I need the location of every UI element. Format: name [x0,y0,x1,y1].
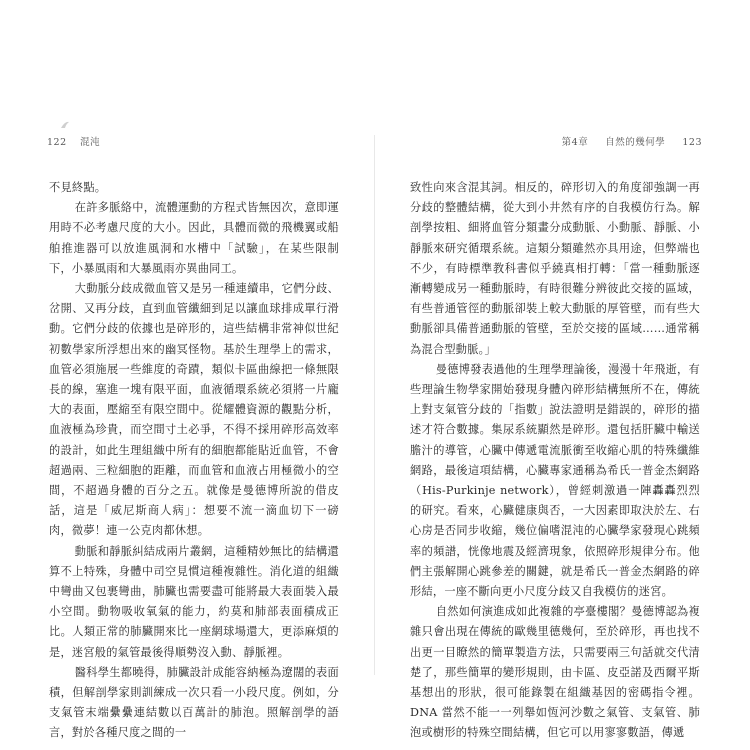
book-title: 混沌 [80,137,101,148]
paragraph: 不見終點。 [49,181,107,194]
left-page-number: 122 [47,137,67,148]
chapter-title: 自然的幾何學 [605,137,666,148]
chapter-label: 第4章 [561,137,589,148]
right-page-body [410,178,700,744]
right-page-number: 123 [682,137,702,148]
paragraph: 大動脈分歧成微血管又是另一種連續串，它們分歧、岔開、又再分歧，直到血管纖細到足以讓血球排成單行滑動。它們分歧的依據也是碎形的，這些結構非常神似世紀初數學家所浮想出來的幽冥怪物。基於生理學上的需求，血管必須施展一些維度的奇蹟，類似卡區曲線把一條無限長的線，塞進一塊有限平面，血液循環系統必須將一片龐大的表面，壓縮至有限空間中。從耀體資源的觀點分析，血液極為珍貴，而空間寸土必爭，不得不採用碎形高效率的設計，如此生理組織中所有的細胞都能貼近血管，不會超過兩、三粒細胞的距離，而血管和血液占用極微小的空間，不超過身體的百分之五。就像是曼德博所說的借皮話，這是「威尼斯商人病」：想要不流一滴血切下一磅肉，微夢！連一公克肉都休想。 [49,282,339,538]
left-running-head [47,134,100,148]
paragraph: 自然如何演進成如此複雜的亭臺樓閣？曼德博認為複雜只會出現在傳統的歐幾里德幾何，至於碎形，再也找不出更一目瞭然的簡單製造方法，只需要兩三句話就交代清楚了，那些簡單的變形規則，由卡區、皮亞諾及西爾平斯基想出的形狀，很可能錄製在組織基因的密碼指令裡。DNA 當然不能一一列舉如恆河沙數之氣管、支氣管、肺泡或樹形的特殊空間結構，但它可以用寥寥數語，傳遞 [410,605,700,740]
left-page-body [49,178,339,744]
page-gutter [374,135,375,675]
paragraph: 醫科學生都曉得，肺臟設計成能容納極為遼闊的表面積，但解剖學家則訓練成一次只看一小段尺度。例如，分支氣管末端纍纍連結數以百萬計的肺泡。照解剖學的語言，對於各種尺度之間的一 [49,665,339,740]
paragraph: 曼德博發表過他的生理學理論後，漫漫十年飛逝，有些理論生物學家開始發現身體內碎形結構無所不在，傳統上對支氣管分歧的「指數」說法證明是錯誤的，碎形的描述才符合數據。集尿系統顯然是碎形。還包括肝臟中輸送膽汁的導管，心臟中傳遞電流脈衝至收縮心肌的特殊纖維網路，最後這項結構，心臟專家通稱為希氏一普金杰網路（His-Purkinje network），曾經刺激過一陣轟轟烈烈的研究。看來，心臟健康與否，一大因素即取決於左、右心房是否同步收縮，幾位偏嗜混沌的心臟學家發現心跳頻率的頻譜，恍像地震及經濟現象，依照碎形規律分布。他們主張解開心跳參差的關鍵，就是希氏一普金杰網路的碎形結，一座不斷向更小尺度分歧又自我模仿的迷宮。 [410,362,700,599]
paragraph: 致性向來含混其詞。相反的，碎形切入的角度卻強調一再分歧的整體結構，從大到小井然有序的自我模仿行為。解剖學按粗、細將血管分類畫分成動脈、小動脈、靜脈、小靜脈來研究循環系統。這類分類雖然亦具用途，但弊端也不少，有時標準教科書似乎繞真相打轉：「當一種動脈逐漸轉變成另一種動脈時，有時很難分辨彼此交接的區域，有些普通管徑的動脈卻裝上較大動脈的厚管壁，而有些大動脈卻具備普通動脈的管壁，至於交接的區域……通常稱為混合型動脈。」 [410,181,700,356]
right-running-head [562,134,702,148]
paragraph: 在許多脈絡中，流體運動的方程式皆無因次，意即運用時不必考慮尺度的大小。因此，具體而微的飛機翼或船舶推進器可以放進風洞和水槽中「試驗」，在某些限制下，小暴風雨和大暴風雨亦異曲同工。 [49,201,339,275]
page-ornament-icon [60,120,70,130]
paragraph: 動脈和靜脈糾結成兩片叢網，這種精妙無比的結構還算不上特殊，身體中司空見慣這種複雜性。消化道的組織中彎曲又包裹彎曲，肺臟也需要盡可能將最大表面裝入最小空間。動物吸收氧氣的能力，約莫和肺部表面積成正比。人類正常的肺臟開來比一座網球場還大，更添麻煩的是，迷宮般的氣管最後得順勢沒入動、靜脈裡。 [49,544,339,659]
